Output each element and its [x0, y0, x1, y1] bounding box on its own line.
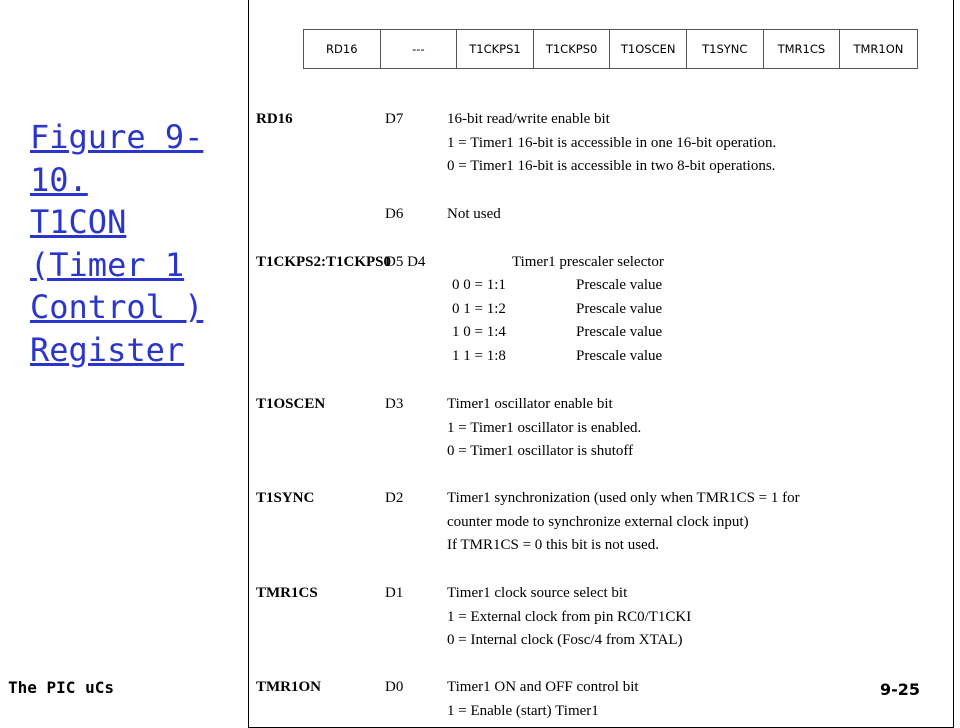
description-line: 16-bit read/write enable bit: [447, 111, 610, 127]
title-line: (Timer 1: [30, 245, 185, 284]
description-line: If TMR1CS = 0 this bit is not used.: [447, 537, 659, 553]
description-line: counter mode to synchronize external clock input): [447, 513, 749, 530]
title-line: Register: [30, 330, 185, 369]
description-line: Not used: [447, 206, 501, 222]
register-cell: TMR1ON: [853, 42, 904, 56]
prescale-code: 1 1 = 1:8: [452, 348, 506, 364]
bit-description: [447, 582, 691, 653]
title-line: Control ): [30, 288, 204, 326]
bit-description: [447, 487, 800, 558]
bit-description: [447, 203, 501, 227]
register-cell: ---: [381, 30, 458, 68]
register-cell: T1SYNC: [687, 30, 764, 68]
register-cell: TMR1CS: [764, 30, 841, 68]
description-line: Timer1 ON and OFF control bit: [447, 679, 639, 695]
bit-name: T1CKPS2:T1CKPS0: [256, 254, 392, 270]
title-line: 10.: [30, 160, 88, 199]
title-line: Figure 9-: [30, 118, 204, 156]
bit-position: D5 D4: [385, 254, 426, 270]
bit-position: D0: [385, 679, 404, 695]
description-line: Timer1 synchronization (used only when TMR1CS = 1 for: [447, 490, 800, 506]
description-line: Timer1 oscillator enable bit: [447, 396, 613, 412]
bit-description: [447, 108, 776, 179]
bit-name: TMR1ON: [256, 679, 321, 695]
description-line: 1 = Timer1 oscillator is enabled.: [447, 419, 642, 436]
bit-position: D3: [385, 396, 404, 412]
description-line: 1 = External clock from pin RC0/T1CKI: [447, 608, 692, 625]
bit-name: TMR1CS: [256, 585, 318, 601]
description-line: 0 = Internal clock (Fosc/4 from XTAL): [447, 632, 683, 648]
prescale-code: 0 0 = 1:1: [452, 277, 506, 293]
bit-description: Timer1 prescaler selector: [512, 254, 664, 270]
prescale-label: Prescale value: [576, 277, 663, 293]
prescale-code: 1 0 = 1:4: [452, 324, 506, 340]
bit-description: [447, 393, 641, 464]
description-line: Timer1 clock source select bit: [447, 585, 628, 601]
bit-name: RD16: [256, 111, 293, 127]
slide-title[interactable]: [30, 116, 230, 371]
description-line: 0 = Timer1 oscillator is shutoff: [447, 443, 634, 459]
footer-course-label: The PIC uCs: [8, 678, 114, 697]
register-cell: T1CKPS0: [534, 30, 611, 68]
bit-position: D7: [385, 111, 404, 127]
description-line: 0 = Timer1 16-bit is accessible in two 8-bit operations.: [447, 158, 776, 174]
bit-position: D6: [385, 206, 404, 222]
register-cell: RD16: [304, 30, 381, 68]
prescale-label: Prescale value: [576, 301, 663, 317]
prescale-label: Prescale value: [576, 348, 663, 364]
register-cell: T1OSCEN: [610, 30, 687, 68]
prescale-label: Prescale value: [576, 324, 663, 340]
bit-position: D2: [385, 490, 404, 506]
bit-name: T1SYNC: [256, 490, 315, 506]
register-diagram: [303, 29, 918, 69]
title-line: T1CON: [30, 203, 127, 241]
description-line: 1 = Enable (start) Timer1: [447, 702, 599, 719]
description-line: 1 = Timer1 16-bit is accessible in one 16-bit operation.: [447, 134, 777, 151]
bit-position: D1: [385, 585, 404, 601]
page-number: 9-25: [879, 680, 920, 699]
register-cell: T1CKPS1: [457, 30, 534, 68]
bit-description: [447, 676, 639, 723]
prescale-code: 0 1 = 1:2: [452, 301, 506, 317]
bit-name: T1OSCEN: [256, 396, 326, 412]
